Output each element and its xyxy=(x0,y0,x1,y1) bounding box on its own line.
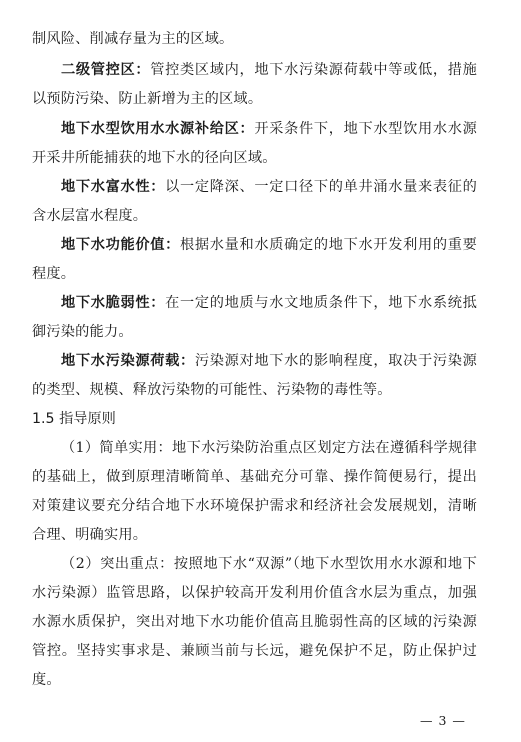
definition-text: 以一定降深、一定口径下的单井涌水量来表征的含水层富水程度。 xyxy=(32,179,477,224)
definition-term: 地下水功能价值： xyxy=(61,237,180,253)
definition-term: 地下水脆弱性： xyxy=(61,295,166,311)
definition-water-richness xyxy=(32,173,477,231)
principle-simple-practical xyxy=(32,434,477,550)
definition-pollution-load xyxy=(32,347,477,405)
definition-term: 二级管控区： xyxy=(61,62,151,78)
continuation-paragraph xyxy=(32,25,477,54)
page-number: — 3 — xyxy=(420,713,466,728)
definition-secondary-control-zone xyxy=(32,56,477,114)
principle-text: （2）突出重点：按照地下水“双源”（地下水型饮用水水源和地下水污染源）监管思路，以保护较高开发利用价值含水层为重点，加强水源水质保护，突出对地下水功能价值高且脆弱性高的区域的污染源管控。坚持实事求是、兼顾当前与长远，避免保护不足，防止保护过度。 xyxy=(32,556,477,688)
definition-text: 根据水量和水质确定的地下水开发利用的重要程度。 xyxy=(32,237,477,282)
definition-functional-value xyxy=(32,231,477,289)
principle-highlight-key xyxy=(32,550,477,695)
definition-term: 地下水型饮用水水源补给区： xyxy=(61,121,255,137)
definition-text: 开采条件下，地下水型饮用水水源开采井所能捕获的地下水的径向区域。 xyxy=(32,121,477,166)
definition-vulnerability xyxy=(32,289,477,347)
definition-term: 地下水富水性： xyxy=(61,179,166,195)
definition-text: 在一定的地质与水文地质条件下，地下水系统抵御污染的能力。 xyxy=(32,295,477,340)
definition-term: 地下水污染源荷载： xyxy=(61,353,195,369)
principle-text: （1）简单实用：地下水污染防治重点区划定方法在遵循科学规律的基础上，做到原理清晰简单、基础充分可靠、操作简便易行，提出对策建议要充分结合地下水环境保护需求和经济社会发展规划，清晰合理、明确实用。 xyxy=(32,440,477,543)
definition-recharge-zone xyxy=(32,115,477,173)
definition-text: 污染源对地下水的影响程度，取决于污染源的类型、规模、释放污染物的可能性、污染物的毒性等。 xyxy=(32,353,477,398)
definition-text: 管控类区域内，地下水污染源荷载中等或低，措施以预防污染、防止新增为主的区域。 xyxy=(32,62,477,107)
section-heading: 1.5 指导原则 xyxy=(32,411,116,427)
definition-text: 制风险、削减存量为主的区域。 xyxy=(32,31,234,47)
